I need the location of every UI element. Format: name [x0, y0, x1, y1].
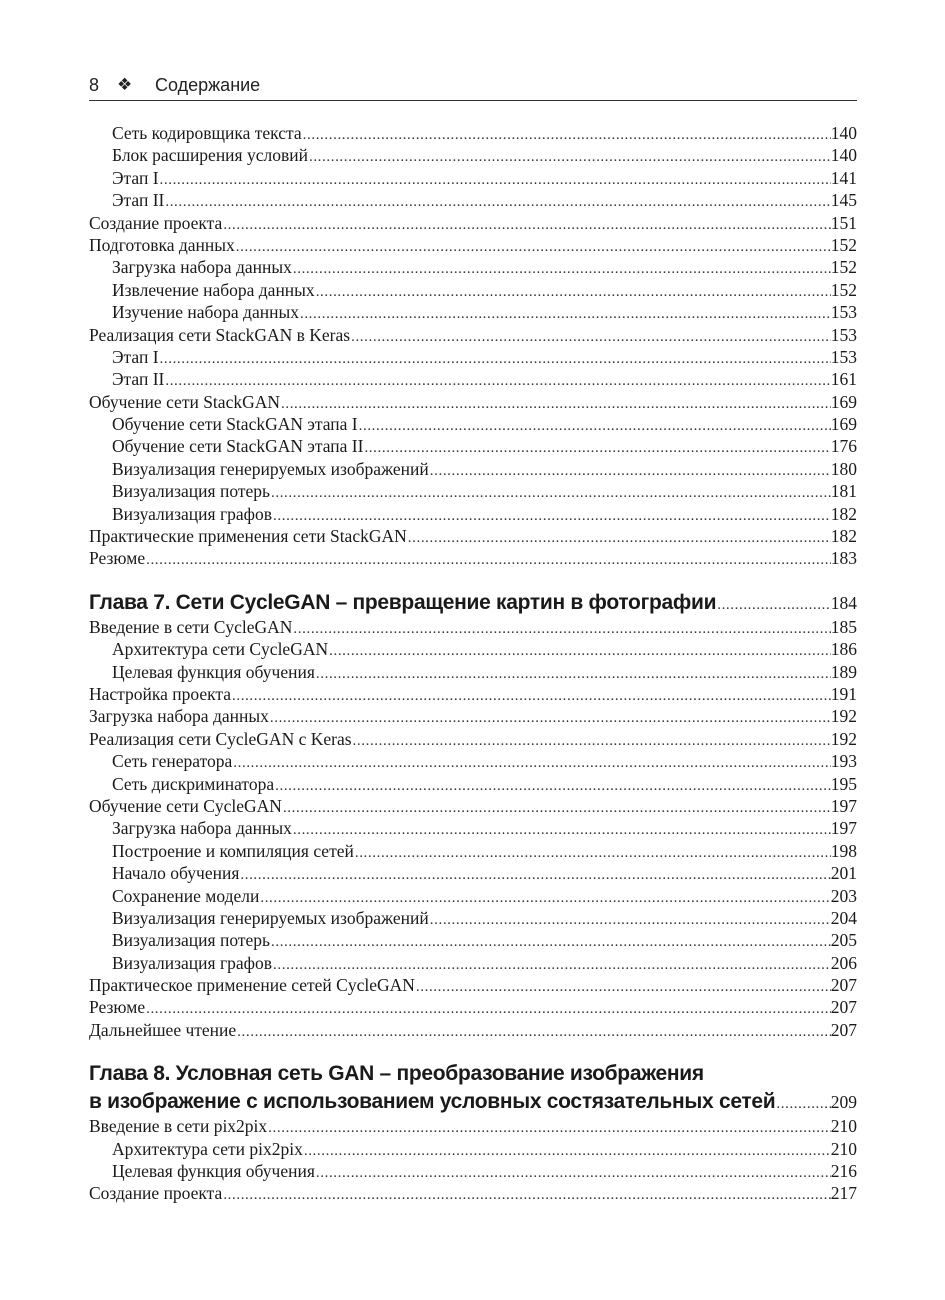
toc-entry-title: Этап I	[112, 346, 159, 367]
toc-entry-title: Изучение набора данных	[112, 302, 299, 323]
leader-dots	[429, 460, 831, 482]
toc-entry-page: 186	[830, 639, 857, 660]
toc-entry-title: Создание проекта	[89, 212, 223, 233]
toc-entry[interactable]	[89, 661, 857, 683]
toc-entry[interactable]	[89, 817, 857, 839]
toc-entry[interactable]	[89, 750, 857, 772]
toc-entry-page: 152	[830, 279, 857, 300]
toc-entry-title: Сеть кодировщика текста	[112, 123, 302, 143]
leader-dots	[272, 505, 831, 527]
toc-entry[interactable]	[89, 167, 857, 189]
leader-dots	[222, 1184, 830, 1206]
toc-entry-title: Визуализация потерь	[112, 481, 270, 502]
toc-entry-title: Введение в сети CycleGAN	[89, 616, 293, 637]
leader-dots	[282, 797, 831, 819]
leader-dots	[235, 236, 831, 258]
toc-entry-title: Визуализация графов	[112, 952, 273, 973]
toc-entry-title: Резюме	[89, 997, 146, 1018]
toc-entry-title: Визуализация потерь	[112, 930, 270, 951]
toc-entry-page: 180	[830, 458, 857, 479]
toc-entry[interactable]	[89, 996, 857, 1018]
toc-entry-page: 145	[830, 190, 857, 211]
toc-entry-title: Блок расширения условий	[112, 145, 308, 166]
toc-entry-title: Сохранение модели	[112, 885, 260, 906]
header-title: Содержание	[155, 75, 261, 95]
toc-entry-title: Дальнейшее чтение	[89, 1019, 237, 1040]
toc-entry-title: Сеть генератора	[112, 751, 233, 772]
toc-entry[interactable]	[89, 503, 857, 525]
leader-dots	[280, 393, 831, 415]
toc-entry-page: 193	[830, 751, 857, 772]
toc-entry[interactable]	[89, 144, 857, 166]
toc-entry-title: Загрузка набора данных	[112, 818, 292, 839]
leader-dots	[272, 954, 831, 976]
leader-dots	[363, 437, 830, 459]
leader-dots	[350, 326, 831, 348]
leader-dots	[407, 527, 831, 549]
toc-entry[interactable]	[89, 638, 857, 660]
ornament-icon: ❖	[117, 75, 133, 94]
leader-dots	[232, 752, 830, 774]
leader-dots	[164, 191, 830, 213]
toc-entry[interactable]	[89, 683, 857, 705]
table-of-contents	[89, 122, 857, 1205]
toc-entry-title: Обучение сети StackGAN	[89, 391, 280, 412]
leader-dots	[328, 640, 831, 662]
toc-entry-title: Архитектура сети CycleGAN	[112, 639, 329, 660]
toc-entry-page: 204	[830, 907, 857, 928]
toc-entry[interactable]	[89, 795, 857, 817]
leader-dots	[415, 976, 831, 998]
toc-entry-page: 189	[830, 661, 857, 682]
toc-entry[interactable]	[89, 368, 857, 390]
toc-entry[interactable]	[89, 324, 857, 346]
toc-entry-page: 192	[830, 706, 857, 727]
toc-entry-title: Визуализация генерируемых изображений	[112, 907, 429, 928]
toc-entry[interactable]	[89, 1182, 857, 1204]
leader-dots	[429, 909, 831, 931]
toc-entry[interactable]	[89, 952, 857, 974]
toc-entry-title: Практическое применение сетей CycleGAN	[89, 975, 415, 996]
toc-entry-page: 205	[830, 930, 857, 951]
toc-entry-page: 185	[830, 616, 857, 637]
toc-entry-page: 140	[830, 145, 857, 166]
leader-dots	[259, 887, 830, 909]
leader-dots	[231, 685, 831, 707]
toc-entry[interactable]	[89, 413, 857, 435]
toc-entry-page: 198	[830, 840, 857, 861]
toc-entry[interactable]	[89, 728, 857, 750]
toc-entry-title: Обучение сети StackGAN этапа II	[112, 436, 364, 457]
toc-entry-page: 203	[830, 885, 857, 906]
leader-dots	[239, 864, 830, 886]
toc-section-chapter-7	[89, 616, 857, 1041]
leader-dots	[292, 258, 831, 280]
toc-entry[interactable]	[89, 705, 857, 727]
toc-entry-title: Загрузка набора данных	[89, 706, 269, 727]
chapter-8-heading-line-1[interactable]	[89, 1060, 857, 1088]
toc-entry-page: 181	[830, 481, 857, 502]
toc-entry[interactable]	[89, 773, 857, 795]
toc-entry-title: Извлечение набора данных	[112, 279, 315, 300]
toc-entry-page: 176	[830, 436, 857, 457]
leader-dots	[270, 482, 831, 504]
toc-entry-page: 210	[830, 1116, 857, 1137]
toc-entry[interactable]	[89, 1160, 857, 1182]
toc-entry-page: 183	[830, 548, 857, 569]
toc-entry-page: 152	[830, 257, 857, 278]
toc-entry[interactable]	[89, 1115, 857, 1137]
chapter-7-heading[interactable]	[89, 589, 857, 616]
toc-entry-title: Обучение сети CycleGAN	[89, 795, 282, 816]
toc-entry[interactable]	[89, 189, 857, 211]
leader-dots	[308, 146, 831, 168]
toc-entry-page: 201	[830, 863, 857, 884]
toc-entry-page: 197	[830, 795, 857, 816]
chapter-8-title-line-2: в изображение с использованием условных состязательных сетей	[89, 1090, 776, 1114]
leader-dots	[315, 281, 831, 303]
toc-entry-page: 153	[830, 324, 857, 345]
toc-entry-title: Архитектура сети pix2pix	[112, 1138, 303, 1159]
running-header	[89, 72, 857, 101]
toc-entry-page: 191	[830, 683, 857, 704]
chapter-7-title: Глава 7. Сети CycleGAN – превращение картин в фотографии	[89, 590, 717, 614]
toc-entry-page: 161	[830, 369, 857, 390]
leader-dots	[352, 730, 831, 752]
leader-dots	[358, 415, 831, 437]
leader-dots	[775, 1091, 830, 1118]
toc-entry-title: Практические применения сети StackGAN	[89, 526, 407, 547]
toc-entry-title: Реализация сети StackGAN в Keras	[89, 324, 351, 345]
leader-dots	[292, 618, 830, 640]
toc-entry[interactable]	[89, 122, 857, 144]
leader-dots	[145, 998, 831, 1020]
toc-section-chapter-8	[89, 1115, 857, 1205]
toc-entry[interactable]	[89, 480, 857, 502]
toc-entry-page: 182	[830, 526, 857, 547]
toc-entry-page: 195	[830, 773, 857, 794]
toc-entry-title: Подготовка данных	[89, 234, 235, 255]
toc-entry-page: 152	[830, 234, 857, 255]
toc-entry-page: 197	[830, 818, 857, 839]
toc-entry-title: Этап II	[112, 369, 165, 390]
toc-entry-title: Введение в сети pix2pix	[89, 1116, 268, 1137]
toc-entry[interactable]	[89, 234, 857, 256]
leader-dots	[315, 663, 831, 685]
toc-entry-title: Целевая функция обучения	[112, 661, 315, 682]
toc-entry-title: Загрузка набора данных	[112, 257, 292, 278]
toc-entry-page: 141	[830, 167, 857, 188]
toc-entry-title: Этап I	[112, 167, 159, 188]
toc-entry[interactable]	[89, 862, 857, 884]
toc-entry-title: Реализация сети CycleGAN с Keras	[89, 728, 352, 749]
toc-entry-page: 182	[830, 503, 857, 524]
toc-entry-title: Сеть дискриминатора	[112, 773, 275, 794]
toc-entry[interactable]	[89, 256, 857, 278]
toc-entry[interactable]	[89, 301, 857, 323]
leader-dots	[236, 1021, 831, 1043]
leader-dots	[164, 370, 830, 392]
leader-dots	[274, 775, 831, 797]
toc-entry-title: Визуализация графов	[112, 503, 273, 524]
toc-entry-page: 206	[830, 952, 857, 973]
toc-entry[interactable]	[89, 840, 857, 862]
toc-entry[interactable]	[89, 1138, 857, 1160]
toc-entry-page: 153	[830, 302, 857, 323]
toc-entry[interactable]	[89, 907, 857, 929]
toc-entry[interactable]	[89, 929, 857, 951]
toc-entry[interactable]	[89, 1019, 857, 1041]
leader-dots	[303, 1140, 831, 1162]
chapter-8-page: 209	[830, 1092, 857, 1113]
toc-entry-title: Настройка проекта	[89, 683, 232, 704]
toc-entry-page: 169	[830, 391, 857, 412]
toc-entry-title: Создание проекта	[89, 1183, 223, 1204]
leader-dots	[222, 214, 830, 236]
toc-entry[interactable]	[89, 458, 857, 480]
toc-entry[interactable]	[89, 346, 857, 368]
leader-dots	[269, 707, 831, 729]
chapter-8-title-line-1: Глава 8. Условная сеть GAN – преобразование изображения	[89, 1062, 704, 1086]
leader-dots	[292, 819, 831, 841]
leader-dots	[145, 549, 831, 571]
toc-entry-title: Визуализация генерируемых изображений	[112, 458, 429, 479]
toc-entry-page: 153	[830, 346, 857, 367]
toc-entry-title: Целевая функция обучения	[112, 1161, 315, 1182]
leader-dots	[716, 592, 831, 619]
leader-dots	[354, 842, 831, 864]
toc-entry-page: 192	[830, 728, 857, 749]
toc-entry[interactable]	[89, 616, 857, 638]
leader-dots	[159, 169, 831, 191]
leader-dots	[270, 931, 831, 953]
toc-entry-page: 140	[830, 123, 857, 143]
toc-entry-page: 207	[830, 975, 857, 996]
toc-entry-page: 216	[830, 1161, 857, 1182]
toc-entry-page: 169	[830, 414, 857, 435]
toc-entry[interactable]	[89, 525, 857, 547]
toc-entry-title: Этап II	[112, 190, 165, 211]
leader-dots	[159, 348, 831, 370]
leader-dots	[302, 124, 831, 146]
page-number: 8	[89, 75, 100, 95]
chapter-8-heading[interactable]	[89, 1088, 857, 1115]
toc-entry-title: Обучение сети StackGAN этапа I	[112, 414, 358, 435]
toc-entry-title: Резюме	[89, 548, 146, 569]
toc-entry-page: 151	[830, 212, 857, 233]
chapter-7-page: 184	[830, 592, 857, 613]
toc-entry[interactable]	[89, 885, 857, 907]
toc-entry-page: 217	[830, 1183, 857, 1204]
toc-entry-page: 207	[830, 997, 857, 1018]
toc-entry-page: 207	[830, 1019, 857, 1040]
toc-entry[interactable]	[89, 212, 857, 234]
toc-entry-title: Начало обучения	[112, 863, 240, 884]
toc-entry-page: 210	[830, 1138, 857, 1159]
toc-entry[interactable]	[89, 279, 857, 301]
toc-section-stackgan	[89, 122, 857, 570]
toc-entry[interactable]	[89, 547, 857, 569]
toc-entry[interactable]	[89, 391, 857, 413]
toc-entry[interactable]	[89, 974, 857, 996]
leader-dots	[299, 303, 831, 325]
toc-entry-title: Построение и компиляция сетей	[112, 840, 354, 861]
toc-entry[interactable]	[89, 435, 857, 457]
leader-dots	[315, 1162, 831, 1184]
leader-dots	[267, 1117, 831, 1139]
